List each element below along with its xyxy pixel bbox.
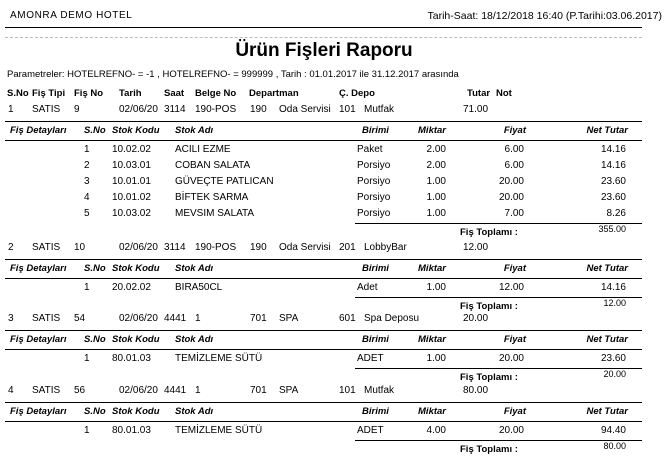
item-net: 14.16 (600, 282, 626, 293)
detail-col-unit: Birimi (362, 263, 389, 274)
slip-document-no: 1 (195, 385, 201, 396)
detail-col-name: Stok Adı (175, 334, 214, 345)
slip-warehouse-no: 201 (339, 242, 356, 253)
slip-date: 02/06/20 (119, 313, 158, 324)
slip-document-no: 190-POS (195, 104, 237, 115)
item-qty: 1.00 (426, 176, 446, 187)
detail-col-price: Fiyat (503, 263, 526, 274)
slip-document-no: 1 (195, 313, 201, 324)
item-price: 20.00 (498, 192, 524, 203)
slip-department-no: 701 (250, 313, 267, 324)
slip-total-label: Fiş Toplamı : (460, 444, 518, 455)
item-name: TEMİZLEME SÜTÜ (175, 353, 263, 364)
item-net: 23.60 (600, 192, 626, 203)
detail-header-divider (5, 140, 642, 141)
item-price: 20.00 (498, 176, 524, 187)
detail-header-divider (5, 278, 642, 279)
item-qty: 4.00 (426, 425, 446, 436)
detail-col-code: Stok Kodu (112, 334, 160, 345)
item-sno: 5 (84, 208, 90, 219)
item-name: COBAN SALATA (175, 160, 251, 171)
slip-sno: 3 (8, 313, 14, 324)
item-net: 23.60 (600, 353, 626, 364)
item-net: 14.16 (600, 160, 626, 171)
col-time: Saat (164, 88, 185, 99)
slip-department: SPA (279, 385, 299, 396)
item-net: 94.40 (600, 425, 626, 436)
detail-col-code: Stok Kodu (112, 263, 160, 274)
slip-divider (5, 259, 642, 260)
slip-time: 4441 (164, 385, 187, 396)
slip-document-no: 190-POS (195, 242, 237, 253)
detail-col-net: Net Tutar (586, 406, 628, 417)
item-code: 10.02.02 (112, 144, 151, 155)
slip-date: 02/06/20 (119, 242, 158, 253)
slip-no: 9 (74, 104, 80, 115)
detail-col-sno: S.No (84, 334, 106, 345)
report-title: Ürün Fişleri Raporu (235, 40, 413, 61)
col-note: Not (496, 88, 512, 99)
slip-sno: 4 (8, 385, 14, 396)
item-unit: Paket (357, 144, 383, 155)
col-sno: S.No (7, 88, 29, 99)
slip-amount: 20.00 (463, 313, 489, 324)
slip-no: 56 (74, 385, 86, 396)
item-sno: 1 (84, 353, 90, 364)
detail-col-name: Stok Adı (175, 263, 214, 274)
slip-type: SATIS (32, 104, 61, 115)
item-qty: 1.00 (426, 192, 446, 203)
detail-label: Fiş Detayları (10, 334, 67, 345)
detail-col-qty: Miktar (418, 263, 446, 274)
item-unit: ADET (357, 353, 384, 364)
item-unit: Porsiyo (357, 192, 391, 203)
detail-col-qty: Miktar (418, 334, 446, 345)
slip-no: 10 (74, 242, 86, 253)
item-name: GÜVEÇTE PATLICAN (175, 176, 274, 187)
slip-total-label: Fiş Toplamı : (460, 372, 518, 383)
item-qty: 2.00 (426, 160, 446, 171)
item-unit: Adet (357, 282, 378, 293)
slip-total-value: 12.00 (603, 298, 626, 308)
item-unit: Porsiyo (357, 160, 391, 171)
slip-warehouse: Mutfak (364, 104, 395, 115)
slip-warehouse: Mutfak (364, 385, 395, 396)
slip-time: 3114 (164, 242, 186, 253)
item-code: 80.01.03 (112, 353, 151, 364)
company-name: AMONRA DEMO HOTEL (10, 10, 133, 21)
slip-type: SATIS (32, 313, 61, 324)
slip-department-no: 701 (250, 385, 267, 396)
header-dashed-divider (5, 37, 642, 38)
slip-sno: 2 (8, 242, 14, 253)
slip-time: 3114 (164, 104, 186, 115)
slip-total-value: 355.00 (598, 224, 626, 234)
slip-total-label: Fiş Toplamı : (460, 227, 518, 238)
item-net: 8.26 (606, 208, 626, 219)
detail-col-unit: Birimi (362, 406, 389, 417)
slip-amount: 71.00 (463, 104, 489, 115)
item-code: 20.02.02 (112, 282, 151, 293)
slip-warehouse: Spa Deposu (364, 313, 420, 324)
slip-date: 02/06/20 (119, 385, 158, 396)
slip-department: SPA (279, 313, 299, 324)
item-unit: Porsiyo (357, 208, 391, 219)
slip-divider (5, 402, 642, 403)
item-qty: 1.00 (426, 282, 446, 293)
col-amount: Tutar (467, 88, 491, 99)
detail-label: Fiş Detayları (10, 263, 67, 274)
col-document-no: Belge No (195, 88, 237, 99)
slip-department: Oda Servisi (279, 104, 331, 115)
item-price: 12.00 (498, 282, 524, 293)
item-code: 80.01.03 (112, 425, 151, 436)
detail-label: Fiş Detayları (10, 406, 67, 417)
slip-department: Oda Servisi (279, 242, 331, 253)
detail-col-unit: Birimi (362, 334, 389, 345)
detail-col-net: Net Tutar (586, 334, 628, 345)
item-name: BİFTEK SARMA (175, 192, 249, 203)
item-price: 6.00 (504, 144, 524, 155)
item-price: 6.00 (504, 160, 524, 171)
item-code: 10.01.01 (112, 176, 151, 187)
report-parameters: Parametreler: HOTELREFNO- = -1 , HOTELREFNO- = 999999 , Tarih : 01.01.2017 ile 31.12.2017 arasında (7, 69, 459, 80)
detail-col-net: Net Tutar (586, 125, 628, 136)
item-name: TEMİZLEME SÜTÜ (175, 425, 263, 436)
item-net: 23.60 (600, 176, 626, 187)
slip-divider (5, 330, 642, 331)
detail-col-code: Stok Kodu (112, 406, 160, 417)
item-sno: 4 (84, 192, 90, 203)
col-department: Departman (249, 88, 299, 99)
item-unit: Porsiyo (357, 176, 391, 187)
report-datetime: Tarih-Saat: 18/12/2018 16:40 (P.Tarihi:03.06.2017) (427, 10, 662, 22)
detail-col-price: Fiyat (503, 334, 526, 345)
slip-no: 54 (74, 313, 86, 324)
detail-col-price: Fiyat (503, 125, 526, 136)
detail-col-qty: Miktar (418, 125, 446, 136)
item-code: 10.01.02 (112, 192, 151, 203)
detail-col-name: Stok Adı (175, 406, 214, 417)
slip-type: SATIS (32, 385, 61, 396)
col-date: Tarih (119, 88, 142, 99)
detail-col-qty: Miktar (418, 406, 446, 417)
item-qty: 2.00 (426, 144, 446, 155)
item-name: BIRA50CL (175, 282, 223, 293)
header-divider (5, 27, 642, 28)
slip-warehouse-no: 601 (339, 313, 356, 324)
item-price: 7.00 (504, 208, 524, 219)
slip-sno: 1 (8, 104, 14, 115)
item-sno: 1 (84, 282, 90, 293)
slip-type: SATIS (32, 242, 61, 253)
item-qty: 1.00 (426, 208, 446, 219)
detail-col-sno: S.No (84, 263, 106, 274)
detail-label: Fiş Detayları (10, 125, 67, 136)
item-qty: 1.00 (426, 353, 446, 364)
slip-amount: 12.00 (463, 242, 489, 253)
item-code: 10.03.01 (112, 160, 151, 171)
col-warehouse: Ç. Depo (339, 88, 375, 99)
slip-date: 02/06/20 (119, 104, 158, 115)
slip-divider (5, 121, 642, 122)
slip-amount: 80.00 (463, 385, 489, 396)
detail-col-net: Net Tutar (586, 263, 628, 274)
detail-col-unit: Birimi (362, 125, 389, 136)
slip-warehouse-no: 101 (339, 385, 356, 396)
slip-time: 4441 (164, 313, 187, 324)
item-name: ACILI EZME (175, 144, 231, 155)
slip-total-label: Fiş Toplamı : (460, 301, 518, 312)
slip-warehouse-no: 101 (339, 104, 356, 115)
col-slip-type: Fiş Tipi (32, 88, 66, 99)
detail-header-divider (5, 349, 642, 350)
slip-department-no: 190 (250, 242, 267, 253)
detail-col-code: Stok Kodu (112, 125, 160, 136)
item-price: 20.00 (498, 425, 524, 436)
item-sno: 3 (84, 176, 90, 187)
item-sno: 1 (84, 144, 90, 155)
detail-col-price: Fiyat (503, 406, 526, 417)
item-name: MEVSIM SALATA (175, 208, 255, 219)
item-price: 20.00 (498, 353, 524, 364)
detail-col-sno: S.No (84, 406, 106, 417)
item-sno: 2 (84, 160, 90, 171)
slip-total-value: 20.00 (603, 369, 626, 379)
item-net: 14.16 (600, 144, 626, 155)
detail-col-sno: S.No (84, 125, 106, 136)
col-slip-no: Fiş No (74, 88, 104, 99)
slip-department-no: 190 (250, 104, 267, 115)
detail-header-divider (5, 421, 642, 422)
slip-total-value: 80.00 (603, 441, 626, 451)
item-unit: ADET (357, 425, 384, 436)
item-sno: 1 (84, 425, 90, 436)
detail-col-name: Stok Adı (175, 125, 214, 136)
item-code: 10.03.02 (112, 208, 151, 219)
slip-warehouse: LobbyBar (364, 242, 407, 253)
